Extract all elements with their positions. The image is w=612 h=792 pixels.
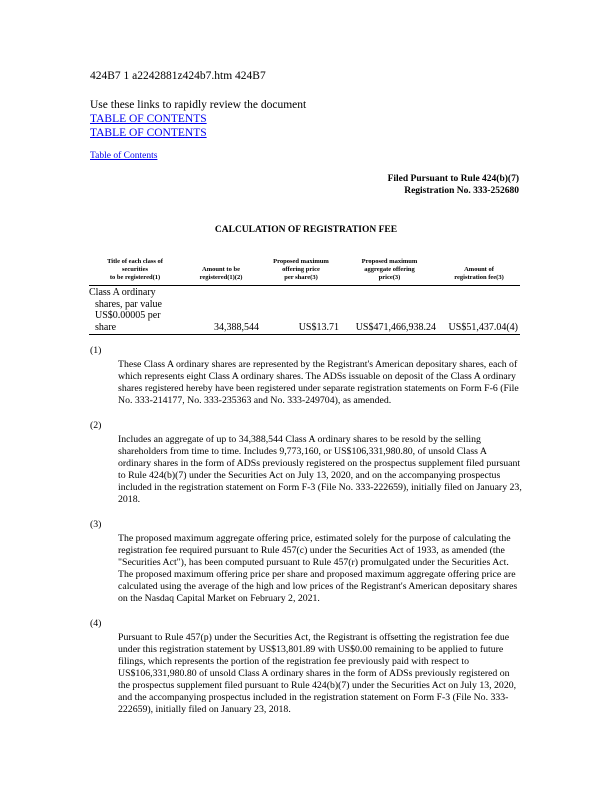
fee-table-title: CALCULATION OF REGISTRATION FEE (214, 225, 398, 235)
toc-link-2[interactable]: TABLE OF CONTENTS (90, 127, 207, 139)
filing-rule: Filed Pursuant to Rule 424(b)(7) (387, 174, 519, 184)
header-offering-price: Proposed maximum offering price per share(3) (261, 258, 341, 286)
footnote-text: These Class A ordinary shares are represented by the Registrant's American depositary shares, each of which represents eight Class A ordinary shares. The ADSs issuable on deposit of the Class A ordinary shares registered hereby have been registered under separate registration statements on Form F-6 (File No. 333-214177, No. 333-235363 and No. 333-249704), as amended. (118, 359, 519, 406)
cell-aggregate-price: US$471,466,938.24 (341, 286, 438, 335)
cell-price-per-share: US$13.71 (261, 286, 341, 335)
footnote-1 (90, 345, 522, 407)
footnote-number: (1) (90, 345, 102, 356)
footnote-text: Pursuant to Rule 457(p) under the Securities Act, the Registrant is offsetting the registration fee due under this registration statement by US$13,801.89 with US$0.00 remaining to be applied to future filings, which represents the portion of the registration fee previously paid with respect to US$106,331,980.80 of unsold Class A ordinary shares in the form of ADSs previously registered on the prospectus supplement filed pursuant to Rule 424(b)(7) under the Securities Act on July 13, 2020, and the accompanying prospectus included in the registration statement on Form F-3 (File No. 333-222659), initially filed on January 23, 2018. (118, 632, 517, 715)
registration-number: Registration No. 333-252680 (404, 185, 519, 196)
footnote-text: The proposed maximum aggregate offering price, estimated solely for the purpose of calculating the registration fee required pursuant to Rule 457(c) under the Securities Act of 1933, as amended (the "Securities Act"), has been computed pursuant to Rule 457(r) promulgated under the Securities Act. The proposed maximum offering price per share and proposed maximum aggregate offering price are calculated using the average of the high and low prices of the Registrant's American depositary shares on the Nasdaq Capital Market on February 2, 2021. (118, 533, 518, 604)
table-of-contents-link[interactable]: Table of Contents (90, 151, 158, 161)
footnote-2 (90, 420, 522, 506)
filing-info (388, 174, 519, 197)
table-row (89, 286, 520, 335)
footnote-3 (90, 519, 522, 605)
links-block (90, 98, 306, 140)
footnotes (90, 345, 522, 729)
footnote-number: (2) (90, 420, 102, 431)
header-amount-registered: Amount to be registered(1)(2) (181, 258, 261, 286)
file-header-line: 424B7 1 a2242881z424b7.htm 424B7 (90, 70, 266, 82)
footnote-number: (4) (90, 618, 102, 629)
toc-link-1[interactable]: TABLE OF CONTENTS (90, 113, 207, 125)
cell-class-title: Class A ordinary shares, par value US$0.00005 per share (89, 286, 181, 335)
table-header-row (89, 258, 520, 286)
cell-registration-fee: US$51,437.04(4) (438, 286, 520, 335)
footnote-number: (3) (90, 519, 102, 530)
links-intro-text: Use these links to rapidly review the document (90, 99, 307, 111)
footnote-4 (90, 618, 522, 716)
registration-fee-table (89, 258, 520, 335)
footnote-text: Includes an aggregate of up to 34,388,544 Class A ordinary shares to be resold by the selling shareholders from time to time. Includes 9,773,160, or US$106,331,980.80, of unsold Class A ordinary shares in the form of ADSs previously registered on the prospectus supplement filed pursuant to Rule 424(b)(7) under the Securities Act on July 13, 2020, and on the accompanying prospectus included in the registration statement on Form F-3 (File No. 333-222659), initially filed on January 23, 2018. (118, 434, 522, 505)
header-aggregate-price: Proposed maximum aggregate offering price(3) (341, 258, 438, 286)
header-registration-fee: Amount of registration fee(3) (438, 258, 520, 286)
header-title-of-class: Title of each class of securities to be registered(1) (89, 258, 181, 286)
cell-amount: 34,388,544 (181, 286, 261, 335)
